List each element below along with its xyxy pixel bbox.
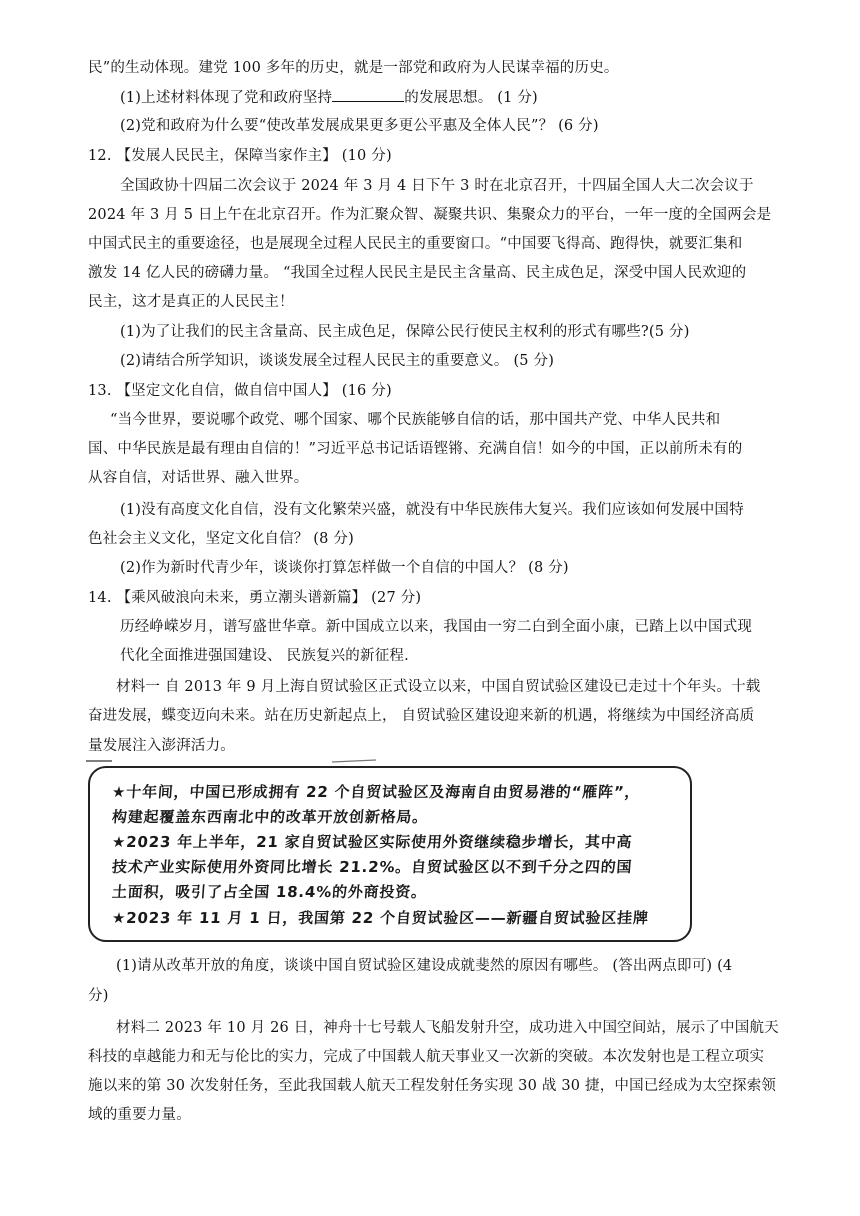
handwritten-line: ★2023 年 11 月 1 日，我国第 22 个自贸试验区——新疆自贸试验区挂牌 bbox=[111, 909, 650, 927]
text-line: 全国政协十四届二次会议于 2024 年 3 月 4 日下午 3 时在北京召开，十四届全国人大二次会议于 bbox=[120, 178, 754, 194]
question-14-heading: 14. 【乘风破浪向未来，勇立潮头谱新篇】 (27 分) bbox=[88, 590, 422, 606]
text-line: 激发 14 亿人民的磅礴力量。 “我国全过程人民民主是民主含量高、民主成色足，深受中国人民欢迎的 bbox=[88, 265, 747, 281]
text-line: 民主，这才是真正的人民民主！ bbox=[88, 294, 294, 310]
scan-artifact bbox=[86, 758, 406, 764]
text-line: 2024 年 3 月 5 日上午在北京召开。作为汇聚众智、凝聚共识、集聚众力的平台，一年一度的全国两会是 bbox=[88, 207, 772, 223]
question-13-2: (2)作为新时代青少年，谈谈你打算怎样做一个自信的中国人？ (8 分) bbox=[120, 560, 569, 576]
text-line: 域的重要力量。 bbox=[88, 1107, 191, 1123]
question-text: (1)上述材料体现了党和政府坚持 bbox=[120, 90, 333, 106]
handwritten-line: ★2023 年上半年，21 家自贸试验区实际使用外资继续稳步增长，其中高 bbox=[111, 833, 633, 851]
text-line: 代化全面推进强国建设、 民族复兴的新征程. bbox=[120, 648, 409, 664]
question-13-1: (1)没有高度文化自信，没有文化繁荣兴盛，就没有中华民族伟大复兴。我们应该如何发展中国特 bbox=[120, 502, 744, 518]
text-line: “当今世界，要说哪个政党、哪个国家、哪个民族能够自信的话，那中国共产党、中华人民共和 bbox=[110, 412, 721, 428]
question-12-1: (1)为了让我们的民主含量高、民主成色足，保障公民行使民主权利的形式有哪些?(5 分) bbox=[120, 324, 690, 340]
question-12-heading: 12. 【发展人民民主，保障当家作主】 (10 分) bbox=[88, 148, 392, 164]
text-line: 奋进发展，蝶变迈向未来。站在历史新起点上， 自贸试验区建设迎来新的机遇，将继续为中国经济高质 bbox=[88, 708, 755, 724]
handwritten-line: 构建起覆盖东西南北中的改革开放创新格局。 bbox=[111, 808, 429, 826]
text-line: 量发展注入澎湃活力。 bbox=[88, 738, 235, 754]
text-line: 国、中华民族是最有理由自信的！”习近平总书记话语铿锵、充满自信！如今的中国，正以前所未有的 bbox=[88, 441, 743, 457]
material-two: 材料二 2023 年 10 月 26 日，神舟十七号载人飞船发射升空，成功进入中国空间站，展示了中国航天 bbox=[116, 1020, 779, 1036]
question-text-tail: 的发展思想。 (1 分) bbox=[404, 90, 538, 106]
text-line: 中国式民主的重要途径，也是展现全过程人民民主的重要窗口。“中国要飞得高、跑得快，就要汇集和 bbox=[88, 236, 743, 252]
text-line: 分) bbox=[88, 988, 109, 1004]
text-line: 历经峥嵘岁月，谱写盛世华章。新中国成立以来，我国由一穷二白到全面小康，已踏上以中国式现 bbox=[120, 619, 753, 635]
answer-blank[interactable] bbox=[332, 87, 404, 102]
question-11-2: (2)党和政府为什么要“使改革发展成果更多更公平惠及全体人民”？ (6 分) bbox=[120, 118, 599, 134]
question-12-2: (2)请结合所学知识，谈谈发展全过程人民民主的重要意义。 (5 分) bbox=[120, 353, 555, 369]
question-11-1 bbox=[120, 87, 538, 108]
question-14-1: (1)请从改革开放的角度，谈谈中国自贸试验区建设成就斐然的原因有哪些。 (答出两点即可) (4 bbox=[116, 958, 733, 974]
material-one: 材料一 自 2013 年 9 月上海自贸试验区正式设立以来，中国自贸试验区建设已走过十个年头。十载 bbox=[116, 679, 761, 695]
text-line: 科技的卓越能力和无与伦比的实力，完成了中国载人航天事业又一次新的突破。本次发射也是工程立项实 bbox=[88, 1049, 765, 1065]
text-line: 色社会主义文化，坚定文化自信？ (8 分) bbox=[88, 531, 354, 547]
text-line: 施以来的第 30 次发射任务，至此我国载人航天工程发射任务实现 30 战 30 捷，中国已经成为太空探索领 bbox=[88, 1078, 777, 1094]
handwritten-material-box bbox=[88, 766, 692, 942]
handwritten-line: 土面积，吸引了占全国 18.4%的外商投资。 bbox=[111, 883, 428, 901]
text-line: 民”的生动体现。建党 100 多年的历史，就是一部党和政府为人民谋幸福的历史。 bbox=[88, 60, 619, 76]
question-13-heading: 13. 【坚定文化自信，做自信中国人】 (16 分) bbox=[88, 383, 392, 399]
text-line: 从容自信，对话世界、融入世界。 bbox=[88, 470, 309, 486]
handwritten-line: 技术产业实际使用外资同比增长 21.2%。自贸试验区以不到千分之四的国 bbox=[111, 858, 633, 876]
handwritten-line: ★十年间，中国已形成拥有 22 个自贸试验区及海南自由贸易港的“雁阵”， bbox=[111, 783, 641, 801]
